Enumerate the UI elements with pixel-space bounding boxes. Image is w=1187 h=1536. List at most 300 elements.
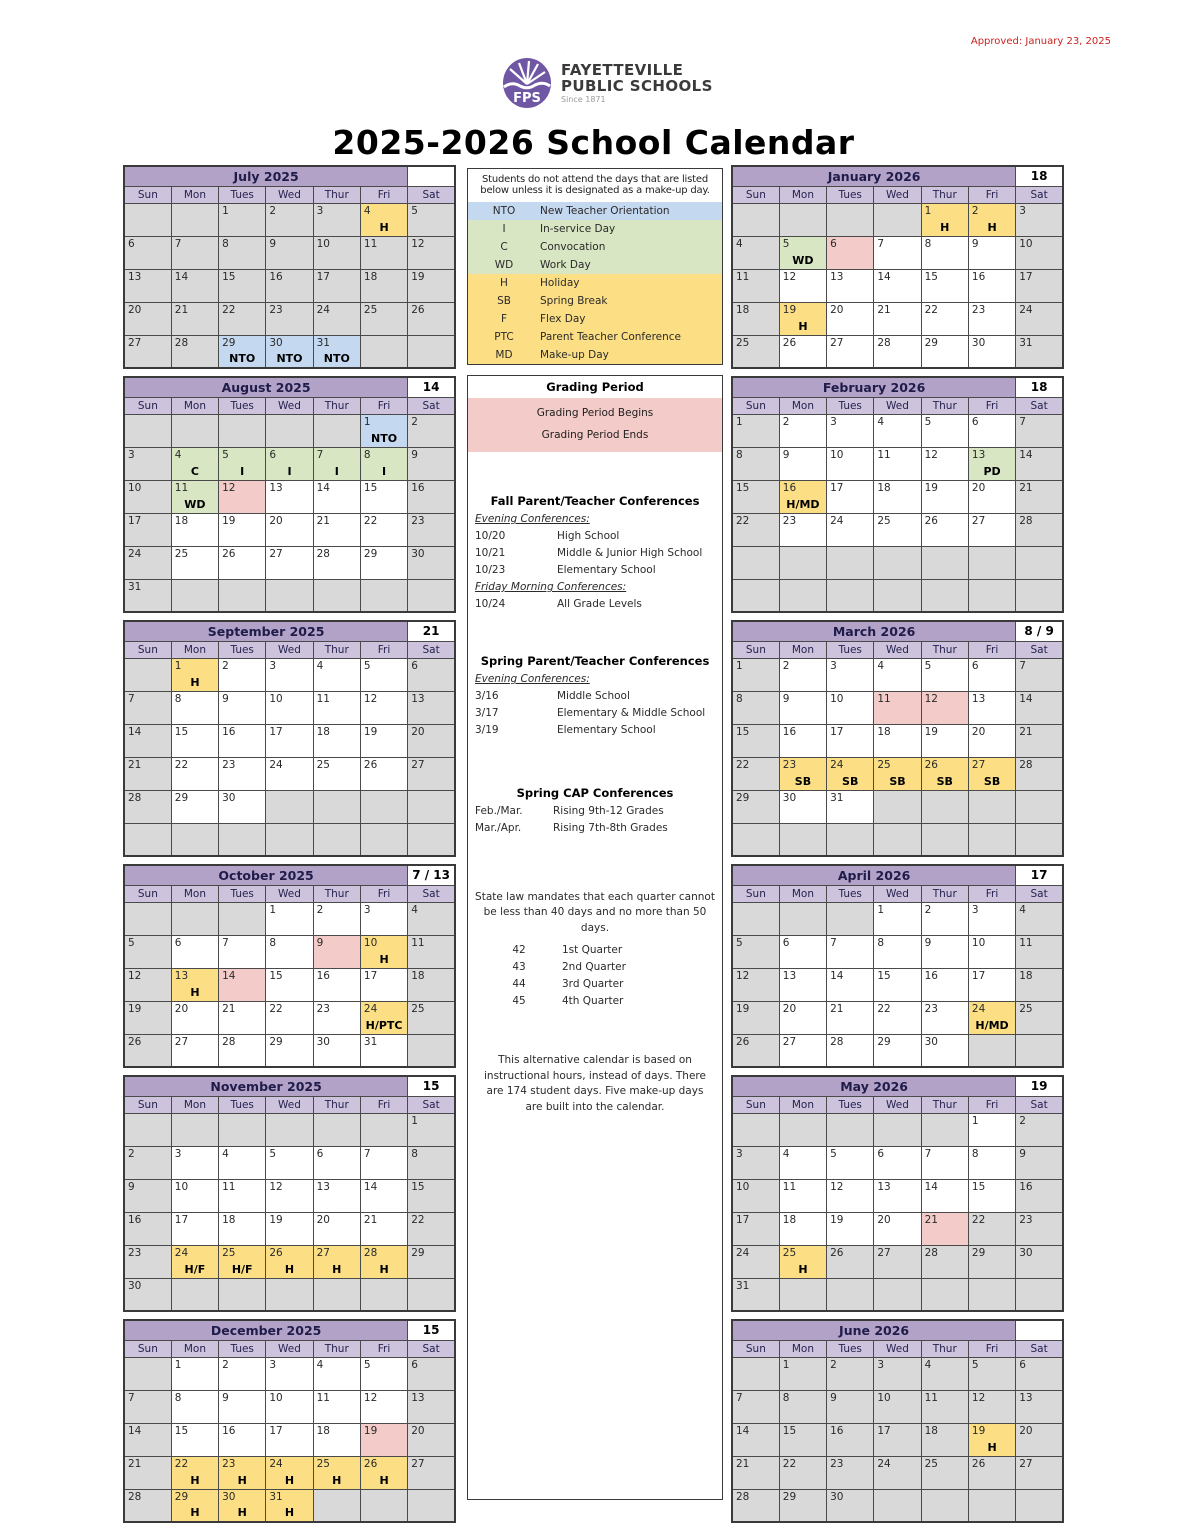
empty-cell [921, 1278, 968, 1311]
day-cell [266, 1034, 313, 1067]
empty-cell [219, 1113, 266, 1146]
day-number: 14 [924, 1180, 938, 1193]
legend-row [468, 256, 722, 274]
empty-cell [171, 823, 218, 856]
info-value: High School [557, 530, 620, 543]
day-number: 8 [971, 1147, 979, 1160]
day-number [172, 1114, 218, 1115]
day-number: 3 [269, 659, 277, 672]
day-label: H [379, 1262, 389, 1276]
day-label: WD [792, 253, 814, 267]
month-august-2025 [123, 376, 456, 613]
day-number: 22 [736, 514, 750, 527]
day-number: 3 [736, 1147, 743, 1160]
day-number [219, 1114, 265, 1115]
day-cell [1016, 724, 1063, 757]
day-cell [124, 1146, 171, 1179]
weekday-label: Sun [732, 641, 779, 658]
day-number [172, 204, 218, 205]
day-number: 15 [174, 1424, 189, 1437]
day-number: 20 [1019, 1424, 1033, 1437]
weekday-label: Tues [827, 1096, 874, 1113]
day-number: 27 [411, 1457, 425, 1470]
day-cell [732, 1146, 779, 1179]
day-number: 18 [222, 1213, 236, 1226]
day-number [780, 204, 826, 205]
day-cell [968, 968, 1015, 1001]
empty-cell [124, 203, 171, 236]
info-key: 10/24 [475, 598, 506, 611]
week-row [124, 823, 455, 856]
day-number [314, 1490, 360, 1491]
weekday-header-row [732, 1340, 1063, 1357]
day-number: 25 [877, 514, 891, 527]
day-number: 13 [877, 1180, 891, 1193]
day-number: 25 [782, 1246, 797, 1259]
day-number: 13 [316, 1180, 330, 1193]
empty-cell [827, 823, 874, 856]
day-number [266, 580, 312, 581]
day-number: 2 [782, 415, 790, 428]
day-cell [779, 1456, 826, 1489]
day-number: 12 [924, 448, 938, 461]
day-number [1016, 1035, 1062, 1036]
day-cell [219, 790, 266, 823]
day-cell [360, 1001, 407, 1034]
day-number [922, 580, 968, 581]
day-number: 17 [269, 1424, 283, 1437]
weekday-label: Mon [171, 397, 218, 414]
empty-cell [171, 579, 218, 612]
day-number: 11 [924, 1391, 938, 1404]
empty-cell [124, 658, 171, 691]
day-cell [874, 724, 921, 757]
day-cell [1016, 935, 1063, 968]
weekday-label: Mon [779, 1096, 826, 1113]
day-cell [313, 480, 360, 513]
empty-cell [779, 1278, 826, 1311]
day-number: 24 [363, 1002, 378, 1015]
day-number: 23 [222, 758, 236, 771]
day-cell [124, 236, 171, 269]
day-number: 8 [736, 692, 743, 705]
info-box [467, 375, 723, 1500]
day-number: 16 [222, 1424, 236, 1437]
day-number: 1 [174, 659, 182, 672]
day-cell [779, 1423, 826, 1456]
day-label: SB [842, 774, 859, 788]
day-number: 2 [222, 659, 229, 672]
day-cell [266, 968, 313, 1001]
day-number: 13 [411, 692, 425, 705]
day-number: 9 [222, 692, 229, 705]
alternative-calendar-note: This alternative calendar is based on instructional hours, instead of days. There are 174 student days. Five make-up days are built into the calendar. [484, 1053, 706, 1113]
day-cell [968, 1456, 1015, 1489]
day-number: 10 [128, 481, 142, 494]
day-cell [968, 1390, 1015, 1423]
info-value: Elementary & Middle School [557, 707, 706, 720]
empty-cell [921, 1113, 968, 1146]
day-cell [360, 1146, 407, 1179]
day-cell [921, 1034, 968, 1067]
day-cell [219, 724, 266, 757]
day-cell [874, 1001, 921, 1034]
day-number: 1 [411, 1114, 418, 1127]
day-number: 12 [411, 237, 425, 250]
day-number: 11 [316, 1391, 330, 1404]
weekday-label: Sun [732, 186, 779, 203]
day-number: 3 [830, 659, 837, 672]
day-number: 7 [877, 237, 885, 250]
day-cell [408, 724, 455, 757]
week-row [124, 724, 455, 757]
day-cell [921, 236, 968, 269]
day-cell [968, 691, 1015, 724]
day-number: 21 [222, 1002, 236, 1015]
week-row [124, 658, 455, 691]
fall-evening-label: Evening Conferences: [475, 513, 590, 526]
weekday-header-row [124, 885, 455, 902]
week-row [732, 1001, 1063, 1034]
weekday-label: Thur [921, 186, 968, 203]
day-number: 24 [877, 1457, 891, 1470]
week-row [732, 579, 1063, 612]
day-number: 7 [128, 1391, 135, 1404]
day-cell [266, 935, 313, 968]
week-row [732, 691, 1063, 724]
weekday-header-row [124, 397, 455, 414]
empty-cell [124, 414, 171, 447]
day-cell [1016, 1456, 1063, 1489]
logo-line1: FAYETTEVILLE [561, 60, 684, 79]
day-cell [921, 1212, 968, 1245]
day-cell [124, 691, 171, 724]
day-cell [968, 1146, 1015, 1179]
day-number: 9 [830, 1391, 837, 1404]
day-cell [313, 1390, 360, 1423]
day-number: 22 [174, 758, 189, 771]
empty-cell [313, 1278, 360, 1311]
legend-abbr: F [500, 313, 508, 325]
empty-cell [1016, 546, 1063, 579]
info-row [498, 978, 722, 990]
day-number [969, 580, 1015, 581]
day-cell [1016, 513, 1063, 546]
day-number: 15 [363, 481, 378, 494]
day-number: 27 [316, 1246, 330, 1259]
day-cell [732, 658, 779, 691]
empty-cell [827, 203, 874, 236]
day-cell [779, 1001, 826, 1034]
empty-cell [779, 1113, 826, 1146]
weekday-label: Sun [732, 885, 779, 902]
day-cell [732, 335, 779, 368]
day-number [408, 336, 454, 337]
day-number: 26 [924, 514, 938, 527]
empty-cell [968, 1489, 1015, 1522]
day-number: 24 [269, 758, 283, 771]
weekday-label: Tues [827, 1340, 874, 1357]
empty-cell [313, 790, 360, 823]
day-number: 31 [128, 580, 142, 593]
day-number: 30 [782, 791, 797, 804]
fps-logo-icon [502, 57, 552, 109]
weekday-label: Thur [313, 186, 360, 203]
month-day-count: 18 [1016, 166, 1063, 186]
day-number: 2 [971, 204, 979, 217]
day-cell [968, 302, 1015, 335]
day-number: 2 [411, 415, 418, 428]
week-row [732, 1245, 1063, 1278]
day-number: 4 [174, 448, 182, 461]
day-number [361, 336, 407, 337]
day-label: WD [184, 497, 206, 511]
day-number [361, 791, 407, 792]
day-cell [732, 1001, 779, 1034]
day-number: 6 [128, 237, 135, 250]
day-number [125, 903, 171, 904]
empty-cell [827, 546, 874, 579]
week-row [124, 1245, 455, 1278]
weekday-label: Fri [968, 1340, 1015, 1357]
day-number: 26 [363, 758, 378, 771]
day-cell [408, 902, 455, 935]
day-cell [874, 1034, 921, 1067]
state-law-note: State law mandates that each quarter cannot be less than 40 days and no more than 50 days. [475, 891, 715, 934]
day-number: 24 [128, 547, 142, 560]
weekday-label: Sun [124, 1340, 171, 1357]
day-number: 20 [971, 725, 986, 738]
weekday-header-row [124, 1340, 455, 1357]
fall-friday-rows [468, 598, 722, 610]
week-row [732, 757, 1063, 790]
week-row [124, 203, 455, 236]
day-cell [968, 1357, 1015, 1390]
day-number: 13 [128, 270, 142, 283]
day-label: NTO [276, 352, 303, 365]
day-number: 29 [736, 791, 750, 804]
day-cell [171, 1456, 218, 1489]
day-cell [1016, 203, 1063, 236]
week-row [124, 335, 455, 368]
day-number: 25 [1019, 1002, 1033, 1015]
day-cell [313, 447, 360, 480]
day-number: 6 [971, 415, 979, 428]
day-number: 17 [736, 1213, 750, 1226]
day-cell [219, 935, 266, 968]
week-row [732, 790, 1063, 823]
month-body [124, 1320, 455, 1522]
day-number: 8 [363, 448, 371, 461]
day-number: 24 [830, 514, 844, 527]
weekday-header-row [124, 641, 455, 658]
week-row [124, 1034, 455, 1067]
day-number: 8 [736, 448, 743, 461]
day-number: 26 [924, 758, 938, 771]
day-number [361, 1114, 407, 1115]
empty-cell [827, 1278, 874, 1311]
day-number: 25 [174, 547, 189, 560]
day-number: 22 [971, 1213, 986, 1226]
week-row [732, 935, 1063, 968]
weekday-label: Fri [968, 397, 1015, 414]
day-number: 14 [736, 1424, 750, 1437]
day-number: 4 [877, 415, 885, 428]
day-number: 20 [971, 481, 986, 494]
day-cell [874, 447, 921, 480]
day-number: 9 [222, 1391, 229, 1404]
day-number: 9 [971, 237, 979, 250]
weekday-label: Sun [124, 397, 171, 414]
day-number: 31 [830, 791, 844, 804]
day-number: 4 [316, 659, 324, 672]
day-number [1016, 580, 1062, 581]
weekday-label: Mon [779, 641, 826, 658]
day-cell [874, 1423, 921, 1456]
day-number: 15 [971, 1180, 986, 1193]
info-value: Rising 7th-8th Grades [553, 822, 668, 835]
day-number: 22 [877, 1002, 891, 1015]
week-row [124, 1212, 455, 1245]
day-cell [408, 513, 455, 546]
day-number: 26 [782, 336, 797, 349]
day-cell [313, 513, 360, 546]
day-cell [219, 546, 266, 579]
day-cell [827, 447, 874, 480]
weekday-header-row [732, 186, 1063, 203]
day-cell [732, 1390, 779, 1423]
day-number [922, 824, 968, 825]
day-cell [921, 302, 968, 335]
day-cell [1016, 1357, 1063, 1390]
month-january-2026 [731, 165, 1064, 369]
week-row [732, 1456, 1063, 1489]
day-number: 27 [782, 1035, 797, 1048]
month-december-2025 [123, 1319, 456, 1523]
day-label: H [332, 1473, 342, 1487]
empty-cell [313, 1489, 360, 1522]
day-number [969, 547, 1015, 548]
weekday-label: Sun [124, 885, 171, 902]
day-number [969, 1035, 1015, 1036]
day-cell [408, 203, 455, 236]
info-value: 2nd Quarter [562, 960, 626, 973]
day-cell [874, 1146, 921, 1179]
day-number: 5 [222, 448, 229, 461]
weekday-label: Sat [408, 641, 455, 658]
day-number: 19 [830, 1213, 844, 1226]
day-cell [171, 1001, 218, 1034]
day-cell [732, 1278, 779, 1311]
day-cell [732, 269, 779, 302]
day-cell [968, 480, 1015, 513]
day-cell [827, 658, 874, 691]
week-row [124, 935, 455, 968]
day-number [969, 791, 1015, 792]
logo-tagline: Since 1871 [561, 94, 606, 104]
day-label: H [798, 319, 808, 333]
day-number: 16 [782, 725, 797, 738]
day-cell [408, 968, 455, 1001]
day-number [408, 1490, 454, 1491]
week-row [732, 335, 1063, 368]
day-cell [874, 1212, 921, 1245]
weekday-label: Wed [874, 186, 921, 203]
day-cell [921, 935, 968, 968]
day-number: 9 [411, 448, 418, 461]
day-number [219, 824, 265, 825]
day-number: 20 [877, 1213, 891, 1226]
week-row [124, 414, 455, 447]
week-row [732, 480, 1063, 513]
day-label: H [190, 1473, 200, 1487]
day-number: 25 [363, 303, 378, 316]
day-number: 15 [736, 481, 750, 494]
day-cell [408, 1146, 455, 1179]
empty-cell [968, 1034, 1015, 1067]
empty-cell [968, 1278, 1015, 1311]
day-number [922, 1114, 968, 1115]
weekday-label: Thur [313, 1096, 360, 1113]
day-cell [827, 1390, 874, 1423]
day-cell [313, 1034, 360, 1067]
day-number [125, 824, 171, 825]
day-number: 17 [830, 481, 844, 494]
month-july-2025 [123, 165, 456, 369]
day-cell [313, 203, 360, 236]
day-number: 15 [924, 270, 938, 283]
day-cell [779, 414, 826, 447]
day-cell [360, 691, 407, 724]
calendar-column-left [123, 165, 456, 1530]
day-number [266, 415, 312, 416]
day-number: 24 [269, 1457, 283, 1470]
month-body [124, 621, 455, 856]
day-number: 12 [363, 692, 378, 705]
day-number [125, 1114, 171, 1115]
weekday-label: Fri [968, 641, 1015, 658]
info-value: 3rd Quarter [562, 977, 624, 990]
day-number: 28 [877, 336, 891, 349]
day-cell [827, 513, 874, 546]
empty-cell [968, 546, 1015, 579]
week-row [732, 902, 1063, 935]
day-number: 12 [830, 1180, 844, 1193]
day-cell [219, 1245, 266, 1278]
empty-cell [124, 1113, 171, 1146]
day-number: 23 [782, 758, 797, 771]
day-number: 12 [363, 1391, 378, 1404]
day-number: 5 [269, 1147, 277, 1160]
day-cell [874, 1390, 921, 1423]
empty-cell [968, 790, 1015, 823]
weekday-label: Mon [779, 1340, 826, 1357]
month-day-count: 19 [1016, 1076, 1063, 1096]
day-number: 5 [830, 1147, 837, 1160]
week-row [124, 579, 455, 612]
day-cell [921, 447, 968, 480]
day-cell [171, 691, 218, 724]
empty-cell [360, 335, 407, 368]
day-cell [968, 414, 1015, 447]
day-number: 23 [830, 1457, 844, 1470]
day-number [733, 903, 779, 904]
day-cell [732, 1423, 779, 1456]
day-cell [874, 902, 921, 935]
day-number [172, 415, 218, 416]
weekday-label: Thur [921, 641, 968, 658]
day-cell [732, 935, 779, 968]
